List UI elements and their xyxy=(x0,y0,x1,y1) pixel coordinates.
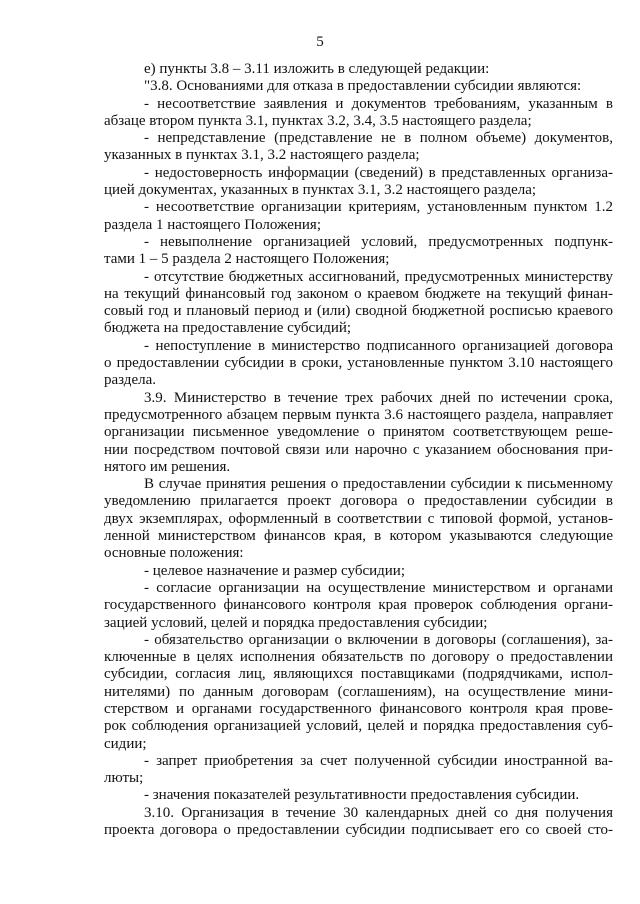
text-line: основные положения: xyxy=(104,545,244,562)
text-line: - недостоверность информации (сведений) в представленных организа- xyxy=(144,164,613,181)
text-line: стерством и органами государственного финансового контроля края прове- xyxy=(104,700,613,717)
text-line: совый год и плановый период и (или) сводной бюджетной росписью краевого xyxy=(104,303,613,320)
text-line: сидии; xyxy=(104,735,147,752)
text-line: - непредставление (представление не в полном объеме) документов, xyxy=(144,130,613,147)
text-line: нятого им решения. xyxy=(104,458,231,475)
text-line: нителями) по данным договорам (соглашениям), на осуществление мини- xyxy=(104,683,613,700)
text-line: ленной министерством финансов края, в котором указываются следующие xyxy=(104,528,613,545)
text-line: 3.9. Министерство в течение трех рабочих дней по истечении срока, xyxy=(144,389,613,406)
text-line: абзаце втором пункта 3.1, пунктах 3.2, 3.4, 3.5 настоящего раздела; xyxy=(104,112,532,129)
text-line: цией документах, указанных в пунктах 3.1, 3.2 настоящего раздела; xyxy=(104,182,537,199)
text-line: проекта договора о предоставлении субсидии подписывает его со своей сто- xyxy=(104,822,613,839)
text-line: - целевое назначение и размер субсидии; xyxy=(144,562,405,579)
text-line: - запрет приобретения за счет полученной субсидии иностранной ва- xyxy=(144,752,613,769)
text-line: раздела 1 настоящего Положения; xyxy=(104,216,321,233)
text-line: государственного финансового контроля края проверок соблюдения органи- xyxy=(104,597,613,614)
text-line: предусмотренного абзацем первым пункта 3.6 настоящего раздела, направляет xyxy=(104,406,613,423)
text-line: нии посредством почтовой связи или нарочно с указанием обоснования при- xyxy=(104,441,613,458)
text-line: е) пункты 3.8 – 3.11 изложить в следующей редакции: xyxy=(144,61,490,77)
text-line: - несоответствие организации критериям, установленным пунктом 1.2 xyxy=(144,199,613,216)
text-line: субсидии, согласия лиц, являющихся поставщиками (подрядчиками, испол- xyxy=(104,666,613,683)
text-line: - обязательство организации о включении в договоры (соглашения), за- xyxy=(144,631,613,648)
text-line: - значения показателей результативности предоставления субсидии. xyxy=(144,787,580,804)
text-line: раздела. xyxy=(104,372,156,389)
text-line: люты; xyxy=(104,770,144,787)
text-line: - отсутствие бюджетных ассигнований, предусмотренных министерству xyxy=(144,268,613,285)
text-line: рок соблюдения организацией условий, целей и порядка предоставления суб- xyxy=(104,718,613,735)
text-line: двух экземплярах, оформленный в соответствии с типовой формой, установ- xyxy=(104,510,613,527)
text-line: бюджета на предоставление субсидий; xyxy=(104,320,352,337)
text-line: тами 1 – 5 раздела 2 настоящего Положения; xyxy=(104,251,390,268)
page-number: 5 xyxy=(316,34,324,50)
document-body xyxy=(104,61,613,839)
text-line: "3.8. Основаниями для отказа в предоставлении субсидии являются: xyxy=(144,78,582,95)
text-line: - несоответствие заявления и документов требованиям, указанным в xyxy=(144,95,613,112)
text-line: ключенные в целях исполнения обязательств по договору о предоставлении xyxy=(104,649,613,666)
text-line: указанных в пунктах 3.1, 3.2 настоящего раздела; xyxy=(104,147,420,164)
text-line: В случае принятия решения о предоставлении субсидии к письменному xyxy=(144,476,613,493)
text-line: организации письменное уведомление о принятом соответствующем реше- xyxy=(104,424,613,441)
text-line: - невыполнение организацией условий, предусмотренных подпунк- xyxy=(144,233,613,250)
text-line: 3.10. Организация в течение 30 календарных дней со дня получения xyxy=(144,804,613,821)
text-line: на текущий финансовый год законом о краевом бюджете на текущий финан- xyxy=(104,285,613,302)
text-line: зацией условий, целей и порядка предоставления субсидии; xyxy=(104,614,488,631)
text-line: - согласие организации на осуществление министерством и органами xyxy=(144,579,613,596)
text-line: о предоставлении субсидии в сроки, установленные пунктом 3.10 настоящего xyxy=(104,355,613,372)
text-line: - непоступление в министерство подписанного организацией договора xyxy=(144,337,613,354)
text-line: уведомлению прилагается проект договора о предоставлении субсидии в xyxy=(104,493,613,510)
